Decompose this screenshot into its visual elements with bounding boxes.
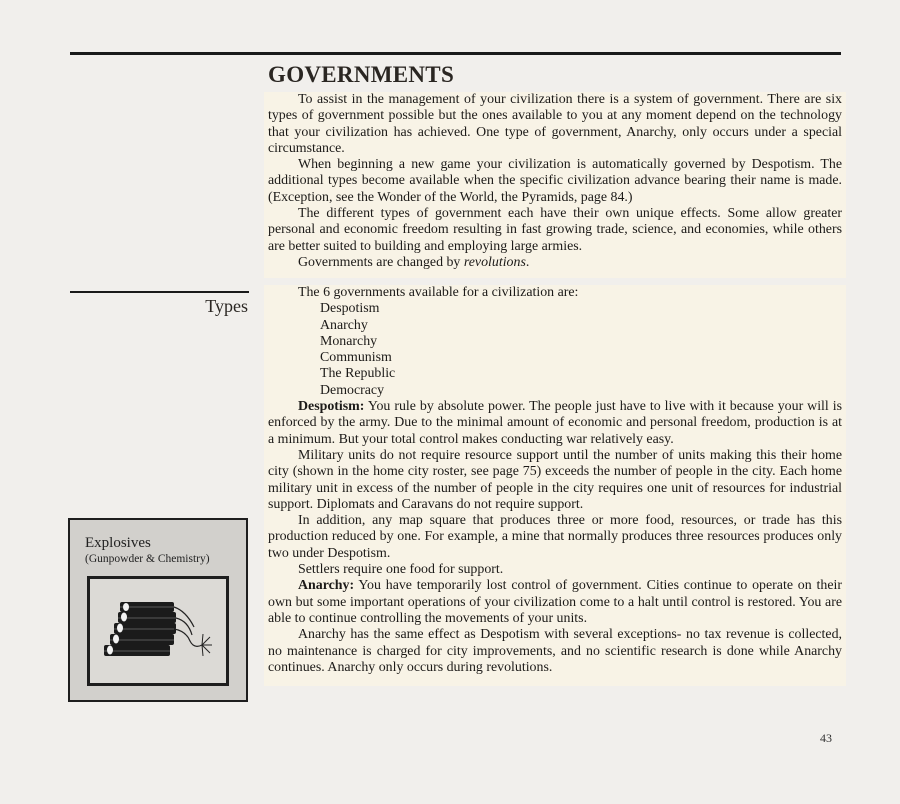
revolutions-suffix: .: [525, 254, 530, 270]
anarchy-paragraph: [268, 578, 842, 627]
figure-subtitle: (Gunpowder & Chemistry): [85, 553, 210, 565]
types-lead: The 6 governments available for a civilization are:: [298, 285, 579, 300]
despotism-text: You rule by absolute power. The people just have to live with it because your will is enforced by the army. Due to the minimal amount of economic and personal freedom, production is at a minimum. But your total control makes conducting war relatively easy.: [268, 399, 842, 447]
dynamite-bundle-icon: [90, 579, 226, 683]
intro-section: [264, 92, 846, 278]
settlers-paragraph: Settlers require one food for support.: [298, 562, 504, 578]
despotism-paragraph: [268, 399, 842, 448]
types-rule: [70, 291, 249, 293]
figure-image-frame: [87, 576, 229, 686]
anarchy-text: You have temporarily lost control of government. Cities continue to operate on their own but some important operations of your civilization come to a halt until control is restored. You are able to continue controlling the movements of your units.: [268, 578, 842, 626]
military-paragraph: Military units do not require resource support until the number of units making this their home city (shown in the home city roster, see page 75) exceeds the number of people in the city. Each home military unit in excess of the number of people in the city requires one unit of resources for industrial support. Diplomats and Caravans do not require support.: [268, 447, 842, 512]
explosives-figure: [68, 518, 248, 702]
intro-paragraph-4: [268, 255, 842, 271]
revolutions-prefix: Governments are changed by: [298, 254, 464, 270]
addition-paragraph: In addition, any map square that produces three or more food, resources, or trade has this production reduced by one. For example, a mine that normally produces three resources produces only two under Despotism.: [268, 513, 842, 561]
intro-paragraph-3: The different types of government each have their own unique effects. Some allow greater personal and economic freedom resulting in fast growing trade, science, and economies, while others are better suited to building and employing large armies.: [268, 206, 842, 254]
government-item-communism: Communism: [320, 350, 392, 366]
intro-paragraph-2: When beginning a new game your civilization is automatically governed by Despotism. The additional types become available when the specific civilization advance bearing their name is made. (Exception, see the Wonder of the World, the Pyramids, page 84.): [268, 157, 842, 205]
top-rule: [70, 52, 841, 55]
page-number: 43: [820, 731, 832, 745]
government-item-anarchy: Anarchy: [320, 317, 368, 333]
government-item-despotism: Despotism: [320, 301, 380, 317]
page-title: GOVERNMENTS: [268, 62, 455, 87]
government-item-republic: The Republic: [320, 366, 396, 382]
government-item-democracy: Democracy: [320, 382, 385, 398]
anarchy-label: Anarchy:: [298, 578, 355, 594]
figure-title: Explosives: [85, 535, 151, 551]
revolutions-term: revolutions: [463, 254, 526, 270]
despotism-label: Despotism:: [298, 399, 365, 415]
government-list: [268, 301, 842, 399]
intro-paragraph-1: To assist in the management of your civilization there is a system of government. There are six types of government possible but the ones available to you at any moment depend on the technology that your civilization has achieved. One type of government, Anarchy, only occurs under a special circumstance.: [268, 92, 842, 156]
government-item-monarchy: Monarchy: [320, 333, 378, 349]
anarchy-effects-paragraph: Anarchy has the same effect as Despotism with several exceptions- no tax revenue is collected, no maintenance is charged for city improvements, and no scientific research is done while Anarchy continues. Anarchy only occurs during revolutions.: [268, 627, 842, 675]
types-section: [264, 285, 846, 686]
types-side-heading: Types: [205, 296, 248, 316]
